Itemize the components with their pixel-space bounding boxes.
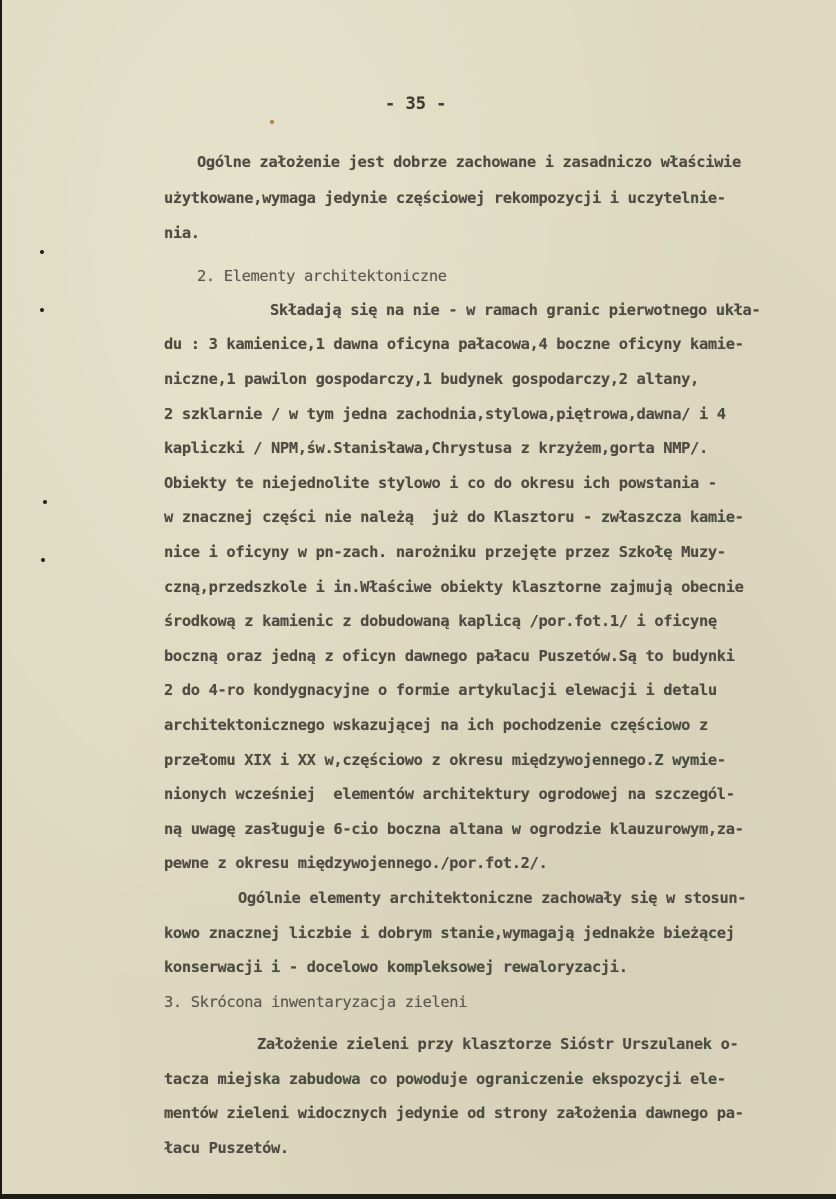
section-heading: 2. Elementy architektoniczne — [197, 267, 447, 285]
text-line: nia. — [164, 224, 200, 242]
text-line: w znacznej części nie należą już do Klasztoru - zwłaszcza kamie- — [164, 508, 744, 526]
text-line: łacu Puszetów. — [164, 1139, 289, 1157]
page-bottom-edge — [0, 1194, 836, 1199]
text-line: przełomu XIX i XX w,częściowo z okresu międzywojennego.Z wymie- — [164, 751, 726, 769]
text-line: kapliczki / NPM,św.Stanisława,Chrystusa z krzyżem,gorta NMP/. — [164, 439, 708, 457]
text-line: Ogólne założenie jest dobrze zachowane i zasadniczo właściwie — [197, 153, 741, 171]
text-line: czną,przedszkole i in.Właściwe obiekty klasztorne zajmują obecnie — [164, 578, 744, 596]
text-line: konserwacji i - docelowo kompleksowej rewaloryzacji. — [164, 958, 628, 976]
ink-speck — [270, 120, 274, 124]
text-line: Założenie zieleni przy klasztorze Sióstr Urszulanek o- — [257, 1035, 739, 1053]
text-line: nice i oficyny w pn-zach. narożniku przejęte przez Szkołę Muzy- — [164, 543, 726, 561]
margin-dot — [40, 308, 44, 312]
text-line: pewne z okresu międzywojennego./por.fot.2/. — [164, 854, 548, 872]
text-line: Składają się na nie - w ramach granic pierwotnego ukła- — [270, 301, 761, 319]
text-line: 2 do 4-ro kondygnacyjne o formie artykulacji elewacji i detalu — [164, 681, 717, 699]
text-line: mentów zieleni widocznych jedynie od strony założenia dawnego pa- — [164, 1104, 744, 1122]
text-line: tacza miejska zabudowa co powoduje ograniczenie ekspozycji ele- — [164, 1070, 726, 1088]
page-number: - 35 - — [385, 94, 447, 114]
text-line: Obiekty te niejednolite stylowo i co do okresu ich powstania - — [164, 474, 717, 492]
section-heading: 3. Skrócona inwentaryzacja zieleni — [164, 993, 468, 1011]
margin-dot — [41, 558, 45, 562]
margin-dot — [43, 500, 47, 504]
margin-dot — [40, 250, 44, 254]
page-left-edge — [0, 0, 2, 1199]
text-line: du : 3 kamienice,1 dawna oficyna pałacowa,4 boczne oficyny kamie- — [164, 335, 744, 353]
scanned-page — [2, 0, 836, 1194]
text-line: 2 szklarnie / w tym jedna zachodnia,stylowa,piętrowa,dawna/ i 4 — [164, 405, 726, 423]
text-line: ną uwagę zasługuje 6-cio boczna altana w ogrodzie klauzurowym,za- — [164, 820, 744, 838]
text-line: użytkowane,wymaga jedynie częściowej rekompozycji i uczytelnie- — [164, 189, 726, 207]
text-line: niczne,1 pawilon gospodarczy,1 budynek gospodarczy,2 altany, — [164, 370, 699, 388]
text-line: architektonicznego wskazującej na ich pochodzenie częściowo z — [164, 716, 708, 734]
text-line: kowo znacznej liczbie i dobrym stanie,wymagają jednakże bieżącej — [164, 924, 735, 942]
text-line: środkową z kamienic z dobudowaną kaplicą /por.fot.1/ i oficynę — [164, 612, 717, 630]
text-line: nionych wcześniej elementów architektury ogrodowej na szczegól- — [164, 785, 735, 803]
text-line: Ogólnie elementy architektoniczne zachowały się w stosun- — [238, 889, 747, 907]
text-line: boczną oraz jedną z oficyn dawnego pałacu Puszetów.Są to budynki — [164, 647, 735, 665]
